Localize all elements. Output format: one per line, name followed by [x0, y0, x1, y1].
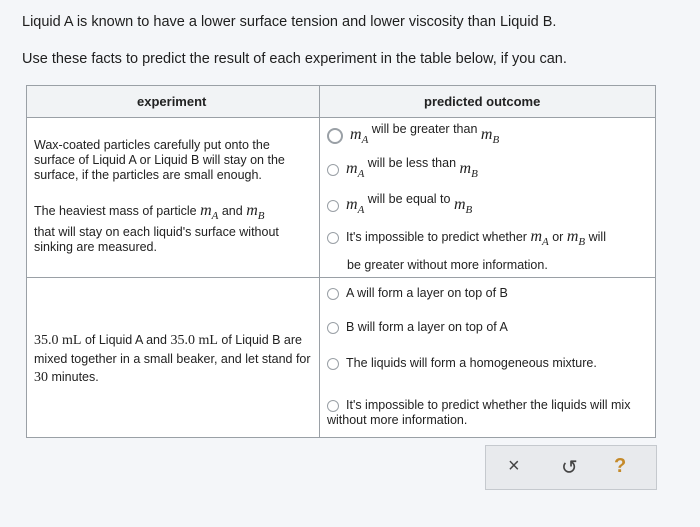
- experiment-table: [26, 85, 656, 438]
- measure-pre-text: The heaviest mass of particle: [34, 204, 197, 218]
- outcome-will: will: [588, 230, 606, 244]
- outcome-1-4-continued: be greater without more information.: [347, 258, 548, 272]
- outcome-text: It's impossible to predict whether: [346, 230, 527, 244]
- math-m: m: [530, 228, 542, 245]
- sub-b: B: [465, 204, 473, 216]
- undo-icon[interactable]: ↺: [561, 457, 578, 479]
- outcome-text: It's impossible to predict whether the liquids will mix without more information.: [327, 398, 631, 427]
- sub-a: A: [542, 236, 549, 248]
- volume-b: 35.0 mL: [170, 333, 218, 348]
- header-predicted-outcome: predicted outcome: [424, 94, 541, 109]
- radio-button[interactable]: [327, 164, 339, 176]
- exp2-text-2: of Liquid B are mixed together in a small beaker, and let stand for: [34, 333, 311, 366]
- math-m: m: [346, 160, 358, 177]
- close-icon[interactable]: ×: [508, 455, 520, 477]
- exp2-text-1: of Liquid A and: [84, 333, 167, 347]
- outcome-text: will be less than: [367, 156, 457, 170]
- sub-b: B: [257, 210, 265, 222]
- time-value: 30: [34, 370, 48, 385]
- experiment-1-measure-continued: that will stay on each liquid's surface without sinking are measured.: [34, 225, 279, 254]
- sub-a: A: [357, 204, 365, 216]
- sub-a: A: [211, 210, 219, 222]
- math-m: m: [453, 196, 466, 213]
- measure-and-text: and: [221, 204, 243, 218]
- outcome-text: The liquids will form a homogeneous mixture.: [346, 356, 597, 370]
- outcome-text: will be equal to: [367, 192, 451, 206]
- row-divider: [27, 277, 655, 278]
- experiment-1-measure: [34, 203, 314, 224]
- outcome-text: A will form a layer on top of B: [346, 286, 508, 300]
- action-toolbar: [485, 445, 657, 490]
- outcome-text: will be greater than: [371, 122, 478, 136]
- radio-button[interactable]: [327, 358, 339, 370]
- math-m: m: [459, 160, 472, 177]
- outcome-2-1[interactable]: [327, 286, 508, 300]
- radio-button[interactable]: [327, 288, 339, 300]
- radio-button[interactable]: [327, 322, 339, 334]
- table-header: [27, 86, 655, 118]
- outcome-2-3[interactable]: [327, 356, 597, 370]
- math-m: m: [566, 228, 579, 245]
- experiment-1-description: Wax-coated particles carefully put onto the surface of Liquid A or Liquid B will stay on the surface, if the particles are small enough.: [34, 138, 285, 182]
- question-line-1: Liquid A is known to have a lower surface tension and lower viscosity than Liquid B.: [22, 14, 557, 30]
- help-icon[interactable]: ?: [614, 455, 627, 477]
- volume-a: 35.0 mL: [34, 333, 82, 348]
- outcome-text: B will form a layer on top of A: [346, 320, 508, 334]
- radio-button[interactable]: [327, 400, 339, 412]
- header-experiment: experiment: [137, 94, 207, 109]
- math-m: m: [246, 202, 258, 219]
- math-m: m: [200, 202, 212, 219]
- radio-button[interactable]: [327, 128, 343, 144]
- question-line-2: Use these facts to predict the result of each experiment in the table below, if you can.: [22, 51, 567, 67]
- sub-a: A: [357, 168, 365, 180]
- outcome-1-2[interactable]: [327, 156, 478, 180]
- sub-b: B: [471, 168, 478, 180]
- experiment-2-description: [34, 331, 320, 387]
- sub-b: B: [578, 236, 586, 248]
- math-m: m: [480, 126, 493, 143]
- radio-button[interactable]: [327, 200, 339, 212]
- outcome-1-4[interactable]: [327, 228, 606, 248]
- outcome-2-4[interactable]: [327, 398, 643, 428]
- outcome-or: or: [552, 230, 564, 244]
- outcome-2-2[interactable]: [327, 320, 508, 334]
- radio-button[interactable]: [327, 232, 339, 244]
- exp2-text-3: minutes.: [51, 370, 99, 384]
- math-m: m: [350, 126, 362, 143]
- sub-a: A: [361, 134, 369, 146]
- sub-b: B: [492, 134, 500, 146]
- math-m: m: [346, 196, 358, 213]
- outcome-1-1[interactable]: [327, 122, 499, 146]
- outcome-1-3[interactable]: [327, 192, 472, 216]
